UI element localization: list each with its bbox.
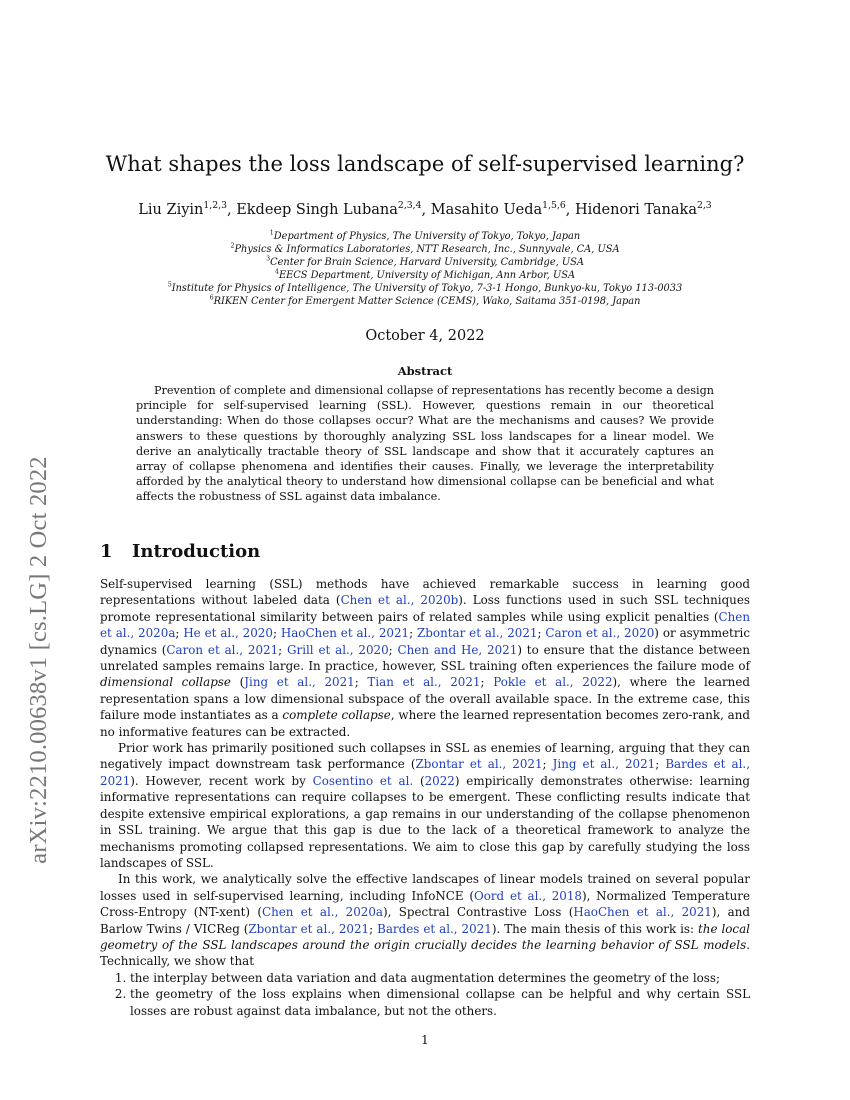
- body-paragraph: [100, 576, 750, 740]
- affiliation-line: [100, 244, 750, 257]
- citation-link[interactable]: Zbontar et al., 2021: [417, 626, 538, 641]
- citation-link[interactable]: Jing et al., 2021: [552, 757, 656, 772]
- citation-link[interactable]: He et al., 2020: [183, 626, 273, 641]
- citation-link[interactable]: Chen and He, 2021: [397, 642, 518, 657]
- affiliation-number: 6: [209, 294, 214, 302]
- affiliation-text: Center for Brain Science, Harvard University, Cambridge, USA: [270, 256, 584, 268]
- affiliation-line: [100, 296, 750, 309]
- affiliation-number: 1: [269, 229, 274, 237]
- affiliation-line: [100, 270, 750, 283]
- body-text-run: ;: [409, 626, 418, 641]
- citation-link[interactable]: Zbontar et al., 2021: [248, 921, 370, 936]
- citation-link[interactable]: Oord et al., 2018: [473, 888, 582, 903]
- arxiv-stamp-text: arXiv:2210.00638v1 [cs.LG] 2 Oct 2022: [25, 456, 52, 864]
- body-text-run: ), Normalized Temperature Cross-Entropy (NT-xent) (: [100, 888, 750, 920]
- body-text-run: ), and Barlow Twins / VICReg (: [100, 905, 750, 936]
- affiliation-text: RIKEN Center for Emergent Matter Science (CEMS), Wako, Saitama 351-0198, Japan: [213, 295, 641, 307]
- abstract-heading: Abstract: [397, 364, 453, 378]
- citation-link[interactable]: Chen et al., 2020a: [100, 609, 750, 641]
- citation-link[interactable]: Grill et al., 2020: [287, 642, 389, 657]
- body-paragraph: [100, 740, 750, 871]
- citation-link[interactable]: Chen et al., 2020b: [340, 593, 459, 608]
- affiliation-number: 4: [274, 268, 279, 276]
- citation-link[interactable]: Tian et al., 2021: [367, 675, 481, 690]
- affiliation-line: [100, 257, 750, 270]
- page-number: 1: [421, 1033, 429, 1047]
- body-text-run: ;: [175, 626, 184, 641]
- author-affiliation-marks: 1,2,3: [203, 200, 227, 212]
- citation-link[interactable]: HaoChen et al., 2021: [280, 626, 410, 641]
- citation-link[interactable]: Jing et al., 2021: [244, 675, 355, 690]
- citation-link[interactable]: Caron et al., 2020: [545, 626, 655, 641]
- affiliation-number: 2: [230, 242, 235, 250]
- body-text-run: ;: [537, 626, 546, 641]
- section-heading: [100, 541, 260, 562]
- section-number: 1: [100, 541, 113, 562]
- emphasis-text: the local geometry of the SSL landscapes around the origin crucially decides the learning behavior of SSL models: [100, 921, 750, 952]
- body-text-run: Self-supervised learning (SSL) methods have achieved remarkable success in learning good representations without labeled data (: [100, 577, 750, 608]
- author-name: Masahito Ueda: [430, 202, 543, 218]
- body-text-run: Prior work has primarily positioned such collapses in SSL as enemies of learning, arguing that they can negatively impact downstream task performance (: [100, 741, 750, 772]
- body-text-run: ) to ensure that the distance between unrelated samples remains large. In practice, however, SSL training often experiences the failure mode of: [100, 642, 750, 674]
- affiliation-text: EECS Department, University of Michigan, Ann Arbor, USA: [278, 269, 576, 281]
- affiliation-number: 5: [167, 281, 172, 289]
- body-text-run: ). Loss functions used in such SSL techniques promote representational similarity between pairs of related samples while using explicit penalties (: [100, 593, 750, 624]
- body-text-run: ;: [354, 675, 368, 690]
- emphasis-text: dimensional collapse: [100, 675, 231, 690]
- body-text-run: ). However, recent work by: [130, 773, 313, 788]
- citation-link[interactable]: Cosentino et al.: [312, 773, 414, 788]
- body-text-run: ;: [480, 675, 494, 690]
- body-text-run: ;: [655, 757, 666, 772]
- author-name: Ekdeep Singh Lubana: [236, 202, 398, 218]
- author-list: Liu Ziyin$^{1,2,3}$, Ekdeep Singh Lubana$^{2,3,4}$, Masahito Ueda$^{1,5,6}$, Hidenori Tanaka$^{2,3}$: [138, 200, 712, 218]
- body-text-run: ;: [272, 626, 281, 641]
- emphasis-text: complete collapse: [282, 708, 391, 723]
- author-affiliation-marks: 2,3,4: [397, 200, 422, 212]
- contribution-item: 2. the geometry of the loss explains when dimensional collapse can be helpful and why certain SSL losses are robust against data imbalance, but not the others.: [130, 986, 750, 1019]
- affiliation-text: Institute for Physics of Intelligence, The University of Tokyo, 7-3-1 Hongo, Bunkyo-ku, Tokyo 113-0033: [171, 282, 683, 294]
- author-affiliation-marks: 2,3: [696, 200, 712, 212]
- contribution-item: 1. the interplay between data variation and data augmentation determines the geometry of the loss;: [130, 970, 750, 986]
- body-text-run: ). The main thesis of this work is:: [491, 921, 699, 936]
- citation-link[interactable]: HaoChen et al., 2021: [573, 905, 712, 920]
- affiliation-line: [100, 231, 750, 244]
- arxiv-identifier-stamp: [22, 380, 56, 940]
- affiliation-line: [100, 283, 750, 296]
- section-title: Introduction: [132, 541, 261, 562]
- affiliation-list: [100, 231, 750, 308]
- body-text-run: (: [230, 675, 245, 690]
- body-text-run: ;: [542, 757, 553, 772]
- body-text-run: , where the learned representation becomes zero-rank, and no informative features can be extracted.: [100, 708, 750, 739]
- citation-link[interactable]: Bardes et al., 2021: [100, 757, 750, 788]
- body-text-run: (: [413, 773, 425, 788]
- citation-link[interactable]: 2022: [424, 773, 455, 788]
- body-text-run: ) empirically demonstrates otherwise: learning informative representations can require collapses to be emergent. These conflicting results indicate that despite extensive empirical explorations, a gap remains in our understanding of the collapse phenomenon in SSL training. We argue that this gap is due to the lack of a theoretical framework to analyze the mechanisms promoting collapsed representations. We aim to close this gap by carefully studying the loss landscapes of SSL.: [100, 773, 751, 870]
- contribution-list: [100, 970, 750, 1019]
- citation-link[interactable]: Pokle et al., 2022: [493, 675, 613, 690]
- author-name: Liu Ziyin: [138, 202, 204, 218]
- body-text-run: ;: [388, 642, 398, 657]
- author-name: Hidenori Tanaka: [574, 202, 697, 218]
- citation-link[interactable]: Bardes et al., 2021: [377, 921, 492, 936]
- affiliation-text: Physics & Informatics Laboratories, NTT Research, Inc., Sunnyvale, CA, USA: [234, 243, 620, 255]
- affiliation-number: 3: [266, 255, 271, 263]
- paper-date: October 4, 2022: [365, 328, 485, 344]
- introduction-body: [100, 576, 750, 1019]
- citation-link[interactable]: Caron et al., 2021: [166, 642, 279, 657]
- body-text-run: ), where the learned representation spans a low dimensional subspace of the overall available space. In the extreme case, this failure mode instantiates as a: [100, 675, 750, 723]
- body-text-run: ), Spectral Contrastive Loss (: [383, 905, 574, 920]
- author-affiliation-marks: 1,5,6: [542, 200, 566, 212]
- citation-link[interactable]: Chen et al., 2020a: [262, 905, 384, 920]
- body-text-run: In this work, we analytically solve the effective landscapes of linear models trained on several popular losses used in self-supervised learning, including InfoNCE (: [100, 872, 750, 903]
- body-paragraph: [100, 871, 750, 969]
- body-text-run: ) or asymmetric dynamics (: [100, 626, 750, 657]
- body-text-run: ;: [278, 642, 288, 657]
- abstract-text: Prevention of complete and dimensional collapse of representations has recently become a design principle for self-supervised learning (SSL). However, questions remain in our theoretical understanding: When do those collapses occur? What are the mechanisms and causes? We provide answers to these questions by thoroughly analyzing SSL loss landscapes for a linear model. We derive an analytically tractable theory of SSL landscape and show that it accurately captures an array of collapse phenomena and identifies their causes. Finally, we leverage the interpretability afforded by the analytical theory to understand how dimensional collapse can be beneficial and what affects the robustness of SSL against data imbalance.: [136, 384, 714, 504]
- paper-title: What shapes the loss landscape of self-supervised learning?: [105, 152, 745, 176]
- body-text-run: ;: [369, 921, 378, 936]
- body-text-run: . Technically, we show that: [100, 937, 750, 969]
- affiliation-text: Department of Physics, The University of Tokyo, Tokyo, Japan: [273, 231, 581, 242]
- citation-link[interactable]: Zbontar et al., 2021: [415, 757, 543, 772]
